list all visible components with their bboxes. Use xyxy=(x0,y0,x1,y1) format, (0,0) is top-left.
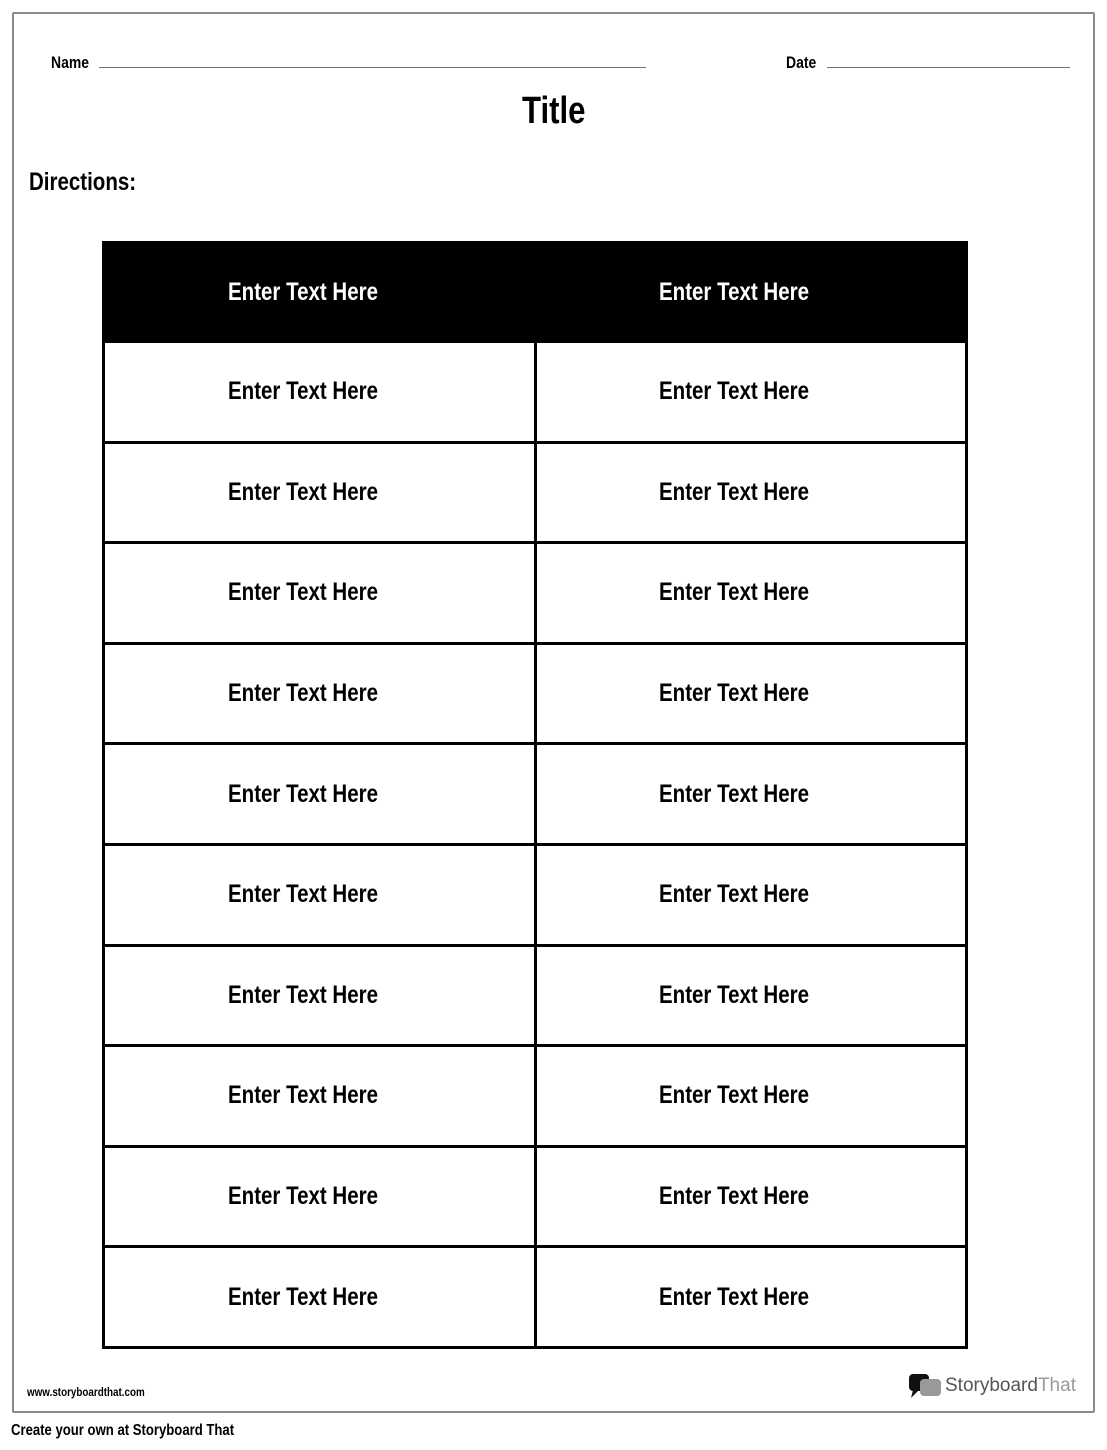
cell-text: Enter Text Here xyxy=(659,377,810,406)
name-label: Name xyxy=(51,53,89,72)
cell-text: Enter Text Here xyxy=(659,477,810,506)
website-url: www.storyboardthat.com xyxy=(27,1385,145,1399)
table-row xyxy=(104,1247,967,1348)
cell-text: Enter Text Here xyxy=(227,477,378,506)
table-row xyxy=(104,744,967,845)
worksheet-table xyxy=(102,241,968,1349)
table-cell[interactable] xyxy=(535,442,967,543)
create-own-link[interactable]: Create your own at Storyboard That xyxy=(11,1422,235,1439)
table-row xyxy=(104,442,967,543)
table-cell[interactable] xyxy=(104,1046,536,1147)
table-cell[interactable] xyxy=(535,643,967,744)
cell-text: Enter Text Here xyxy=(659,679,810,708)
cell-text: Enter Text Here xyxy=(227,779,378,808)
directions-label: Directions: xyxy=(29,168,137,196)
cell-text: Enter Text Here xyxy=(227,578,378,607)
table-cell[interactable] xyxy=(535,744,967,845)
table-row xyxy=(104,643,967,744)
header-text: Enter Text Here xyxy=(227,277,378,306)
table-row xyxy=(104,342,967,443)
cell-text: Enter Text Here xyxy=(227,980,378,1009)
name-field-line[interactable] xyxy=(99,67,646,68)
table-row xyxy=(104,1046,967,1147)
table-cell[interactable] xyxy=(535,1247,967,1348)
table-row xyxy=(104,844,967,945)
table-header-cell[interactable] xyxy=(535,243,967,342)
table-row xyxy=(104,543,967,644)
cell-text: Enter Text Here xyxy=(659,880,810,909)
date-field-line[interactable] xyxy=(827,67,1070,68)
header-text: Enter Text Here xyxy=(659,277,810,306)
table-cell[interactable] xyxy=(535,1146,967,1247)
cell-text: Enter Text Here xyxy=(659,1282,810,1311)
cell-text: Enter Text Here xyxy=(659,578,810,607)
table-cell[interactable] xyxy=(535,844,967,945)
cell-text: Enter Text Here xyxy=(227,1282,378,1311)
cell-text: Enter Text Here xyxy=(227,1182,378,1211)
table-cell[interactable] xyxy=(104,1146,536,1247)
table-row xyxy=(104,1146,967,1247)
cell-text: Enter Text Here xyxy=(659,980,810,1009)
cell-text: Enter Text Here xyxy=(659,779,810,808)
table-cell[interactable] xyxy=(535,945,967,1046)
cell-text: Enter Text Here xyxy=(227,1081,378,1110)
cell-text: Enter Text Here xyxy=(227,377,378,406)
table-cell[interactable] xyxy=(104,945,536,1046)
table-cell[interactable] xyxy=(104,844,536,945)
table-cell[interactable] xyxy=(104,543,536,644)
cell-text: Enter Text Here xyxy=(659,1081,810,1110)
cell-text: Enter Text Here xyxy=(227,880,378,909)
table-header-cell[interactable] xyxy=(104,243,536,342)
speech-bubbles-icon xyxy=(908,1373,942,1399)
table-cell[interactable] xyxy=(535,342,967,443)
table-cell[interactable] xyxy=(535,1046,967,1147)
date-label: Date xyxy=(786,53,817,72)
cell-text: Enter Text Here xyxy=(227,679,378,708)
table-cell[interactable] xyxy=(535,543,967,644)
table-cell[interactable] xyxy=(104,442,536,543)
table-row xyxy=(104,945,967,1046)
worksheet-title: Title xyxy=(521,90,586,132)
table-cell[interactable] xyxy=(104,744,536,845)
storyboardthat-logo: StoryboardThat xyxy=(908,1373,1076,1399)
cell-text: Enter Text Here xyxy=(659,1182,810,1211)
table-cell[interactable] xyxy=(104,643,536,744)
table-cell[interactable] xyxy=(104,1247,536,1348)
table-cell[interactable] xyxy=(104,342,536,443)
